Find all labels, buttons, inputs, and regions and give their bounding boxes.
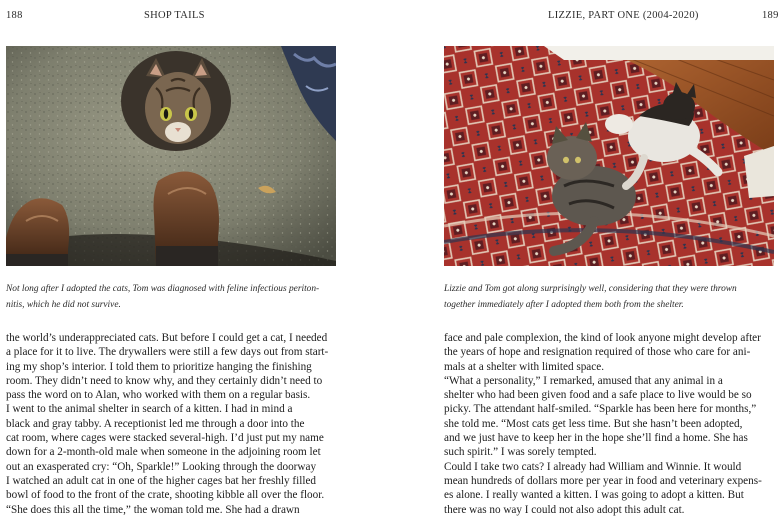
text-line: room. They didn’t need to know why, and they certainly didn’t need to — [6, 374, 323, 387]
running-head-title: SHOP TAILS — [144, 10, 205, 21]
text-line: “She does this all the time,” the woman told me. She had a drawn — [6, 503, 300, 516]
text-line: the world’s underappreciated cats. But before I could get a cat, I needed — [6, 332, 328, 344]
text-line: out an exasperated cry: “Oh, Sparkle!” Looking through the doorway — [6, 460, 317, 473]
caption-line: together immediately after I adopted them both from the shelter. — [444, 300, 684, 310]
text-line: black and gray tabby. A receptionist led me through a door into the — [6, 417, 305, 430]
text-line: down for a 2-month-old male when someone in the adjoining room let — [6, 446, 321, 459]
page-number: 189 — [762, 10, 779, 21]
kitten-boots-photo — [6, 46, 336, 266]
text-line: a place for it to live. The drywallers were still a few days out from start- — [6, 346, 329, 359]
text-line: shelter who had been given food and a safe place to live would be so — [444, 389, 752, 402]
text-line: mals at a shelter with limited space. — [444, 360, 604, 373]
body-text — [444, 331, 762, 517]
text-line: the years of hope and resignation required of those who care for ani- — [444, 346, 751, 359]
text-line: such spirit.” I was sorely tempted. — [444, 446, 597, 459]
page-number: 188 — [6, 10, 23, 21]
text-line: cat room, where cages were stacked several-high. I’d just put my name — [6, 432, 324, 445]
body-text — [6, 331, 328, 517]
caption-line: Lizzie and Tom got along surprisingly well, considering that they were thrown — [444, 284, 737, 294]
text-line: Could I take two cats? I already had William and Winnie. It would — [444, 460, 742, 473]
text-line: “What a personality,” I remarked, amused that any animal in a — [444, 374, 723, 387]
text-line: picky. The attendant half-smiled. “Sparkle has been here for months,” — [444, 403, 757, 416]
left-page — [0, 0, 390, 516]
text-line: and we just have to keep her in the hope she’ll find a home. She has — [444, 432, 748, 445]
text-line: face and pale complexion, the kind of look anyone might develop after — [444, 332, 761, 344]
photo-caption — [6, 281, 319, 313]
text-line: I went to the animal shelter in search of a kitten. I had in mind a — [6, 403, 293, 416]
caption-line: Not long after I adopted the cats, Tom was diagnosed with feline infectious periton- — [6, 284, 320, 294]
caption-line: nitis, which he did not survive. — [6, 300, 121, 310]
running-head-title: LIZZIE, PART ONE (2004-2020) — [548, 10, 699, 21]
text-line: pass the word on to Alan, who worked with them on a regular basis. — [6, 389, 311, 402]
photo-caption — [444, 281, 737, 313]
text-line: es alone. I really wanted a kitten. I was going to adopt a kitten. But — [444, 489, 744, 502]
text-line: I watched an adult cat in one of the higher cages bat her freshly filled — [6, 474, 317, 487]
text-line: there was no way I could not also adopt this adult cat. — [444, 503, 685, 516]
right-page — [390, 0, 780, 516]
text-line: ing my shop’s interior. I told them to prioritize hanging the finishing — [6, 360, 312, 373]
text-line: mean hundreds of dollars more per year in food and veterinary expens- — [444, 474, 762, 487]
text-line: she told me. “Most cats get less time. But she hasn’t been adopted, — [444, 417, 743, 430]
text-line: bowl of food to the front of the crate, shooting kibble all over the floor. — [6, 489, 325, 502]
cats-playing-photo — [444, 46, 774, 266]
